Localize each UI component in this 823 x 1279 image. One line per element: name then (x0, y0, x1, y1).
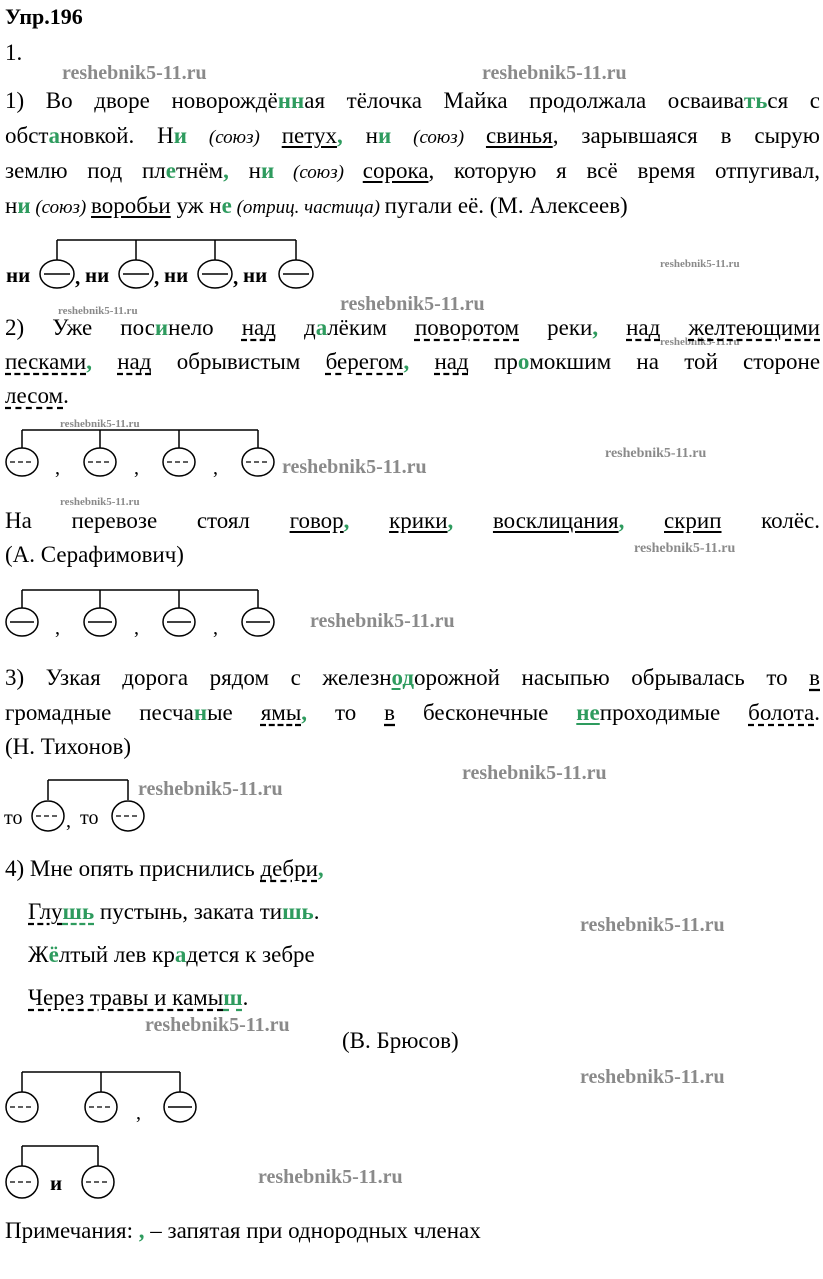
scheme-1 (0, 232, 330, 302)
task-number: 1. (5, 40, 23, 65)
scheme-comma: , (75, 265, 81, 289)
sentence-2b-line-1: На перевозе стоял говор, крики, восклицания, скрип колёс. (5, 508, 821, 533)
note: Примечания: , – запятая при однородных членах (5, 1218, 481, 1243)
watermark: reshebnik5-11.ru (62, 62, 207, 84)
poem-line-1: 4) Мне опять приснились дебри, (5, 856, 324, 881)
watermark: reshebnik5-11.ru (60, 418, 140, 430)
watermark: reshebnik5-11.ru (258, 1166, 403, 1188)
scheme-3 (0, 772, 180, 836)
scheme-4b (0, 1138, 160, 1202)
watermark: reshebnik5-11.ru (282, 456, 427, 478)
sentence-2-line-2: песками, над обрывистым берегом, над промокшим на той стороне (5, 349, 821, 374)
watermark: reshebnik5-11.ru (145, 1014, 290, 1036)
sentence-2-line-3: лесом. (5, 383, 69, 408)
sentence-3-line-3: (Н. Тихонов) (5, 734, 132, 759)
scheme-word: ни (243, 263, 268, 287)
watermark: reshebnik5-11.ru (660, 336, 740, 348)
sentence-3-line-2: громадные песчаные ямы, то в бесконечные непроходимые болота. (5, 700, 820, 725)
scheme-comma: , (55, 617, 60, 639)
watermark: reshebnik5-11.ru (340, 293, 485, 315)
sentence-1-line-1: 1) Во дворе новорождённая тёлочка Майка продолжала осваиваться с (5, 88, 820, 113)
sentence-1-line-4: ни (союз) воробьи уж не (отриц. частица) пугали её. (М. Алексеев) (5, 193, 628, 218)
watermark: reshebnik5-11.ru (605, 446, 707, 461)
poem-line-2: Глушь пустынь, заката тишь. (28, 899, 320, 924)
watermark: reshebnik5-11.ru (58, 305, 138, 317)
poem-line-3: Жёлтый лев крадется к зебре (28, 942, 315, 967)
scheme-2b (0, 584, 300, 644)
watermark: reshebnik5-11.ru (482, 62, 627, 84)
watermark: reshebnik5-11.ru (60, 496, 140, 508)
scheme-comma: , (213, 457, 218, 479)
scheme-word: ни (85, 263, 110, 287)
scheme-comma: , (134, 457, 139, 479)
watermark: reshebnik5-11.ru (580, 914, 725, 936)
scheme-4a (0, 1064, 220, 1128)
scheme-word: ни (6, 263, 31, 287)
watermark: reshebnik5-11.ru (310, 610, 455, 632)
exercise-title: Упр.196 (5, 4, 83, 29)
scheme-comma: , (233, 265, 239, 289)
poem-line-4: Через травы и камыш. (28, 985, 249, 1010)
scheme-comma: , (66, 810, 71, 832)
scheme-comma: , (134, 617, 139, 639)
scheme-word: и (50, 1171, 63, 1195)
watermark: reshebnik5-11.ru (660, 258, 740, 270)
scheme-word: то (80, 807, 99, 829)
watermark: reshebnik5-11.ru (634, 541, 736, 556)
sentence-2-line-1: 2) Уже посинело над далёким поворотом реки, над желтеющими (5, 315, 820, 340)
sentence-3-line-1: 3) Узкая дорога рядом с железнодорожной насыпью обрывалась то в (5, 665, 820, 690)
sentence-1-line-3: землю под плетнём, ни (союз) сорока, которую я всё время отпугивал, (5, 158, 820, 183)
scheme-comma: , (136, 1102, 141, 1124)
sentence-2b-line-2: (А. Серафимович) (5, 542, 184, 567)
sentence-1-line-2: обстановкой. Ни (союз) петух, ни (союз) свинья, зарывшаяся в сырую (5, 123, 820, 148)
scheme-comma: , (154, 265, 160, 289)
watermark: reshebnik5-11.ru (462, 762, 607, 784)
scheme-word: то (4, 807, 23, 829)
poem-author: (В. Брюсов) (342, 1028, 459, 1053)
watermark: reshebnik5-11.ru (580, 1066, 725, 1088)
watermark: reshebnik5-11.ru (138, 778, 283, 800)
scheme-2 (0, 424, 300, 484)
scheme-comma: , (55, 457, 60, 479)
scheme-comma: , (213, 617, 218, 639)
scheme-word: ни (164, 263, 189, 287)
